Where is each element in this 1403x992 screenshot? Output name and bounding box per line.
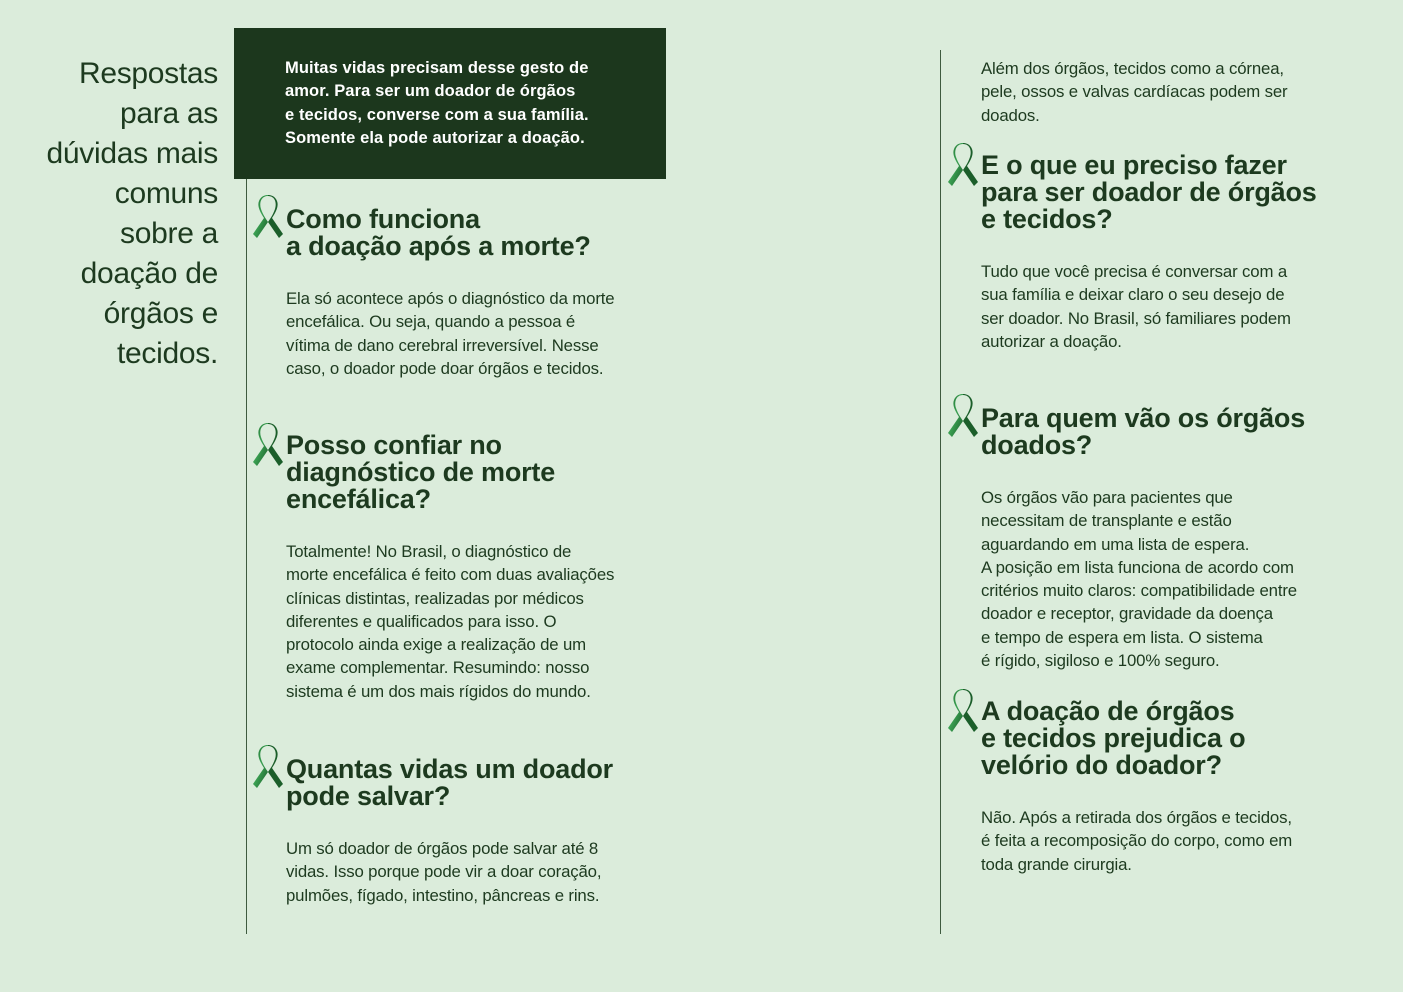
answer-line: A posição em lista funciona de acordo com: [981, 557, 1294, 577]
answer-line: caso, o doador pode doar órgãos e tecidos.: [286, 358, 604, 378]
question-line: para ser doador de órgãos: [981, 177, 1317, 207]
answer-line: morte encefálica é feito com duas avaliações: [286, 565, 615, 585]
answer-line: autorizar a doação.: [981, 331, 1122, 351]
question-line: Como funciona: [286, 204, 480, 234]
question-line: A doação de órgãos: [981, 696, 1235, 726]
qa-item: [981, 152, 1381, 353]
answer-text: [286, 287, 666, 380]
question-line: pode salvar?: [286, 781, 451, 811]
answer-line: Totalmente! No Brasil, o diagnóstico de: [286, 542, 572, 561]
qa-item: [286, 206, 666, 380]
callout-line: e tecidos, converse com a sua família.: [285, 105, 589, 124]
answer-line: vítima de dano cerebral irreversível. Nesse: [286, 335, 599, 355]
left-column-divider: [246, 179, 247, 934]
question-line: a doação após a morte?: [286, 231, 591, 261]
qa-item: [981, 698, 1381, 876]
answer-line: Não. Após a retirada dos órgãos e tecidos,: [981, 808, 1292, 827]
side-title-line: doação de: [80, 257, 218, 290]
callout-text: [285, 57, 646, 150]
qa-item: [981, 405, 1381, 672]
question-line: Quantas vidas um doador: [286, 754, 613, 784]
question-line: E o que eu preciso fazer: [981, 150, 1287, 180]
question-line: Posso confiar no: [286, 430, 502, 460]
right-intro: [981, 57, 1361, 127]
side-title-line: dúvidas mais: [46, 137, 218, 170]
answer-line: é feita a recomposição do corpo, como em: [981, 831, 1293, 851]
side-title-line: para as: [120, 97, 218, 130]
green-ribbon-icon: [947, 688, 979, 734]
answer-text: [286, 540, 666, 703]
answer-line: pulmões, fígado, intestino, pâncreas e rins.: [286, 885, 600, 905]
answer-line: Os órgãos vão para pacientes que: [981, 488, 1233, 507]
intro-line: Além dos órgãos, tecidos como a córnea,: [981, 59, 1284, 78]
side-title-line: tecidos.: [117, 337, 218, 370]
intro-line: pele, ossos e valvas cardíacas podem ser: [981, 82, 1288, 102]
question-heading: [981, 698, 1381, 779]
green-ribbon-icon: [252, 194, 284, 240]
answer-line: doador e receptor, gravidade da doença: [981, 604, 1273, 624]
green-ribbon-icon: [252, 744, 284, 790]
question-line: Para quem vão os órgãos: [981, 403, 1306, 433]
question-heading: [981, 405, 1381, 459]
question-line: encefálica?: [286, 484, 431, 514]
side-title: [0, 54, 218, 374]
side-title-line: sobre a: [120, 217, 218, 250]
answer-line: clínicas distintas, realizadas por médicos: [286, 588, 584, 608]
green-ribbon-icon: [947, 142, 979, 188]
question-heading: [286, 432, 666, 513]
question-line: diagnóstico de morte: [286, 457, 556, 487]
answer-text: [981, 260, 1381, 353]
answer-text: [286, 837, 666, 907]
intro-line: doados.: [981, 105, 1040, 125]
question-line: e tecidos prejudica o: [981, 723, 1246, 753]
answer-line: encefálica. Ou seja, quando a pessoa é: [286, 312, 576, 332]
answer-text: [981, 806, 1381, 876]
question-line: e tecidos?: [981, 204, 1113, 234]
green-ribbon-icon: [252, 422, 284, 468]
question-line: doados?: [981, 430, 1093, 460]
answer-line: vidas. Isso porque pode vir a doar coração,: [286, 862, 602, 882]
answer-line: e tempo de espera em lista. O sistema: [981, 627, 1263, 647]
side-title-line: comuns: [114, 177, 218, 210]
answer-line: ser doador. No Brasil, só familiares podem: [981, 308, 1291, 328]
answer-line: protocolo ainda exige a realização de um: [286, 635, 586, 655]
callout-box: [234, 28, 666, 179]
answer-line: sistema é um dos mais rígidos do mundo.: [286, 681, 591, 701]
answer-line: Tudo que você precisa é conversar com a: [981, 262, 1288, 281]
answer-line: necessitam de transplante e estão: [981, 511, 1232, 531]
answer-line: Ela só acontece após o diagnóstico da morte: [286, 289, 615, 308]
answer-line: aguardando em uma lista de espera.: [981, 534, 1250, 554]
answer-line: Um só doador de órgãos pode salvar até 8: [286, 839, 599, 858]
intro-text: [981, 57, 1361, 127]
side-title-line: órgãos e: [103, 297, 218, 330]
callout-line: Muitas vidas precisam desse gesto de: [285, 59, 589, 77]
qa-item: [286, 756, 666, 907]
answer-line: toda grande cirurgia.: [981, 854, 1132, 874]
answer-line: diferentes e qualificados para isso. O: [286, 611, 557, 631]
side-title-line: Respostas: [78, 57, 218, 90]
answer-line: exame complementar. Resumindo: nosso: [286, 658, 590, 678]
question-heading: [981, 152, 1381, 233]
qa-item: [286, 432, 666, 703]
answer-line: critérios muito claros: compatibilidade entre: [981, 581, 1297, 601]
callout-line: Somente ela pode autorizar a doação.: [285, 128, 585, 147]
answer-text: [981, 486, 1381, 672]
question-heading: [286, 206, 666, 260]
green-ribbon-icon: [947, 393, 979, 439]
callout-line: amor. Para ser um doador de órgãos: [285, 82, 576, 101]
answer-line: sua família e deixar claro o seu desejo de: [981, 285, 1285, 305]
question-heading: [286, 756, 666, 810]
right-column-divider: [940, 50, 941, 934]
answer-line: é rígido, sigiloso e 100% seguro.: [981, 651, 1220, 671]
question-line: velório do doador?: [981, 750, 1222, 780]
